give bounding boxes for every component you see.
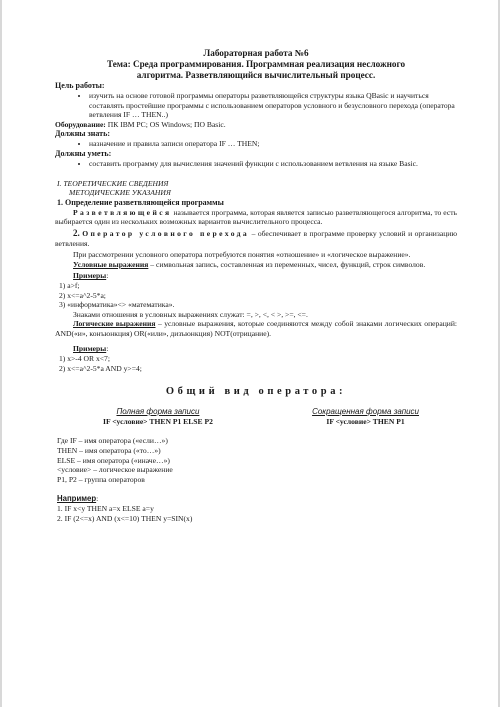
- short-form-label: Сокращенная форма записи: [312, 406, 419, 416]
- equipment-line: [55, 120, 457, 130]
- example2-item-2: 2) x<=a^2-5*a AND y>=4;: [59, 363, 142, 373]
- branching-term: Разветвляющейся: [73, 207, 172, 217]
- examples2-label-line: Примеры:: [73, 344, 109, 354]
- can-item: • составить программу для вычисления значений функции с использованием ветвления на языке Basic.: [89, 159, 457, 169]
- branching-text: называется программа, которая является записью разветвляющегося алгоритма, то есть выбирается один из нескольких возможных вариантов вычислительного процесса.: [55, 207, 457, 227]
- examples2-label: Примеры: [73, 344, 107, 354]
- methodical-heading: МЕТОДИЧЕСКИЕ УКАЗАНИЯ: [69, 188, 171, 198]
- legend-condition: <условие> – логическое выражение: [57, 465, 173, 475]
- legend-where: Где IF – имя оператора («если…»): [57, 436, 168, 446]
- conditional-num: 2.: [73, 227, 80, 238]
- full-form-formula: IF <условие> THEN P1 ELSE P2: [103, 416, 213, 426]
- conditional-definition: [55, 229, 457, 248]
- legend-else: ELSE – имя оператора («иначе…»): [57, 455, 170, 465]
- document-content: [55, 48, 457, 523]
- know-heading: Должны знать:: [55, 129, 110, 139]
- goals-heading: Цель работы:: [55, 81, 105, 90]
- legend-operators: P1, P2 – группа операторов: [57, 474, 145, 484]
- goals-list: [55, 91, 457, 120]
- condition-expr-paragraph: [55, 260, 457, 270]
- examples-label: Примеры: [73, 271, 107, 281]
- short-form-formula: IF <условие> THEN P1: [326, 416, 405, 426]
- example-item-2: 2) x<=a^2-5*a;: [59, 290, 106, 300]
- equipment-label: Оборудование:: [55, 119, 106, 129]
- logic-expr-text: – условные выражения, которые соединяются между собой знаками логических операций: AND(«и», конъюнкция) OR(«или», дизъюнкция) NOT(отрицание).: [55, 319, 457, 338]
- doc-title: Лабораторная работа №6: [203, 48, 309, 58]
- condition-expr-term: Условные выражения: [73, 259, 149, 269]
- can-heading: Должны уметь:: [55, 148, 112, 158]
- examples-label-line: Примеры:: [73, 271, 109, 281]
- logic-expr-paragraph: [55, 319, 457, 338]
- conditional-text: – обеспечивает в программе проверку условий и организацию ветвления.: [55, 228, 457, 248]
- example2-item-1: 1) x>-4 OR x<7;: [59, 354, 110, 364]
- short-form: [312, 407, 419, 427]
- example-item-3: 3) «информатика»<> «математика».: [59, 300, 175, 310]
- theory-subheading: 1. Определение разветвляющейся программы: [57, 197, 224, 207]
- example-item-1: 1) a>f;: [59, 280, 80, 290]
- goals-item: • изучить на основе готовой программы операторы разветвляющейся структуры языка QBasic и научиться составлять простейшие программы с использованием операторов условного и безусловного перехода (оператора ветвления IF … THEN..): [89, 91, 457, 120]
- sample-line-2: 2. IF (2<=x) AND (x<=10) THEN y=SIN(x): [57, 513, 193, 523]
- branching-definition: [55, 208, 457, 227]
- doc-topic-line2: алгоритма. Разветвляющийся вычислительный процесс.: [136, 70, 376, 80]
- conditional-term: Оператор условного перехода: [82, 228, 250, 238]
- can-list: [55, 159, 457, 169]
- condition-expr-text: – символьная запись, составленная из переменных, чисел, функций, строк символов.: [148, 259, 426, 269]
- sample-label-line: Например:: [57, 494, 99, 504]
- forms-row: [55, 407, 457, 427]
- relations-line: Знаками отношения в условных выражениях служат: =, >, <, < >, >=, <=.: [73, 309, 308, 319]
- concepts-paragraph: При рассмотрении условного оператора потребуются понятия «отношение» и «логическое выражение».: [73, 250, 411, 260]
- equipment-text: ПК IBM PC; OS Windows; ПО Basic.: [105, 119, 226, 129]
- know-item: • назначение и правила записи оператора IF … THEN;: [89, 139, 457, 149]
- sample-label: Например: [57, 494, 97, 504]
- full-form: [103, 407, 213, 427]
- general-form-heading: Общий вид оператора:: [165, 386, 347, 398]
- theory-section-heading: I. ТЕОРЕТИЧЕСКИЕ СВЕДЕНИЯ: [57, 178, 169, 188]
- full-form-label: Полная форма записи: [116, 406, 200, 416]
- know-list: [55, 139, 457, 149]
- sample-line-1: 1. IF x<y THEN a=x ELSE a=y: [57, 504, 154, 513]
- doc-topic-line1: Тема: Среда программирования. Программная реализация несложного: [106, 59, 406, 69]
- logic-expr-term: Логические выражения: [73, 319, 156, 329]
- legend-then: THEN – имя оператора («то…»): [57, 446, 161, 456]
